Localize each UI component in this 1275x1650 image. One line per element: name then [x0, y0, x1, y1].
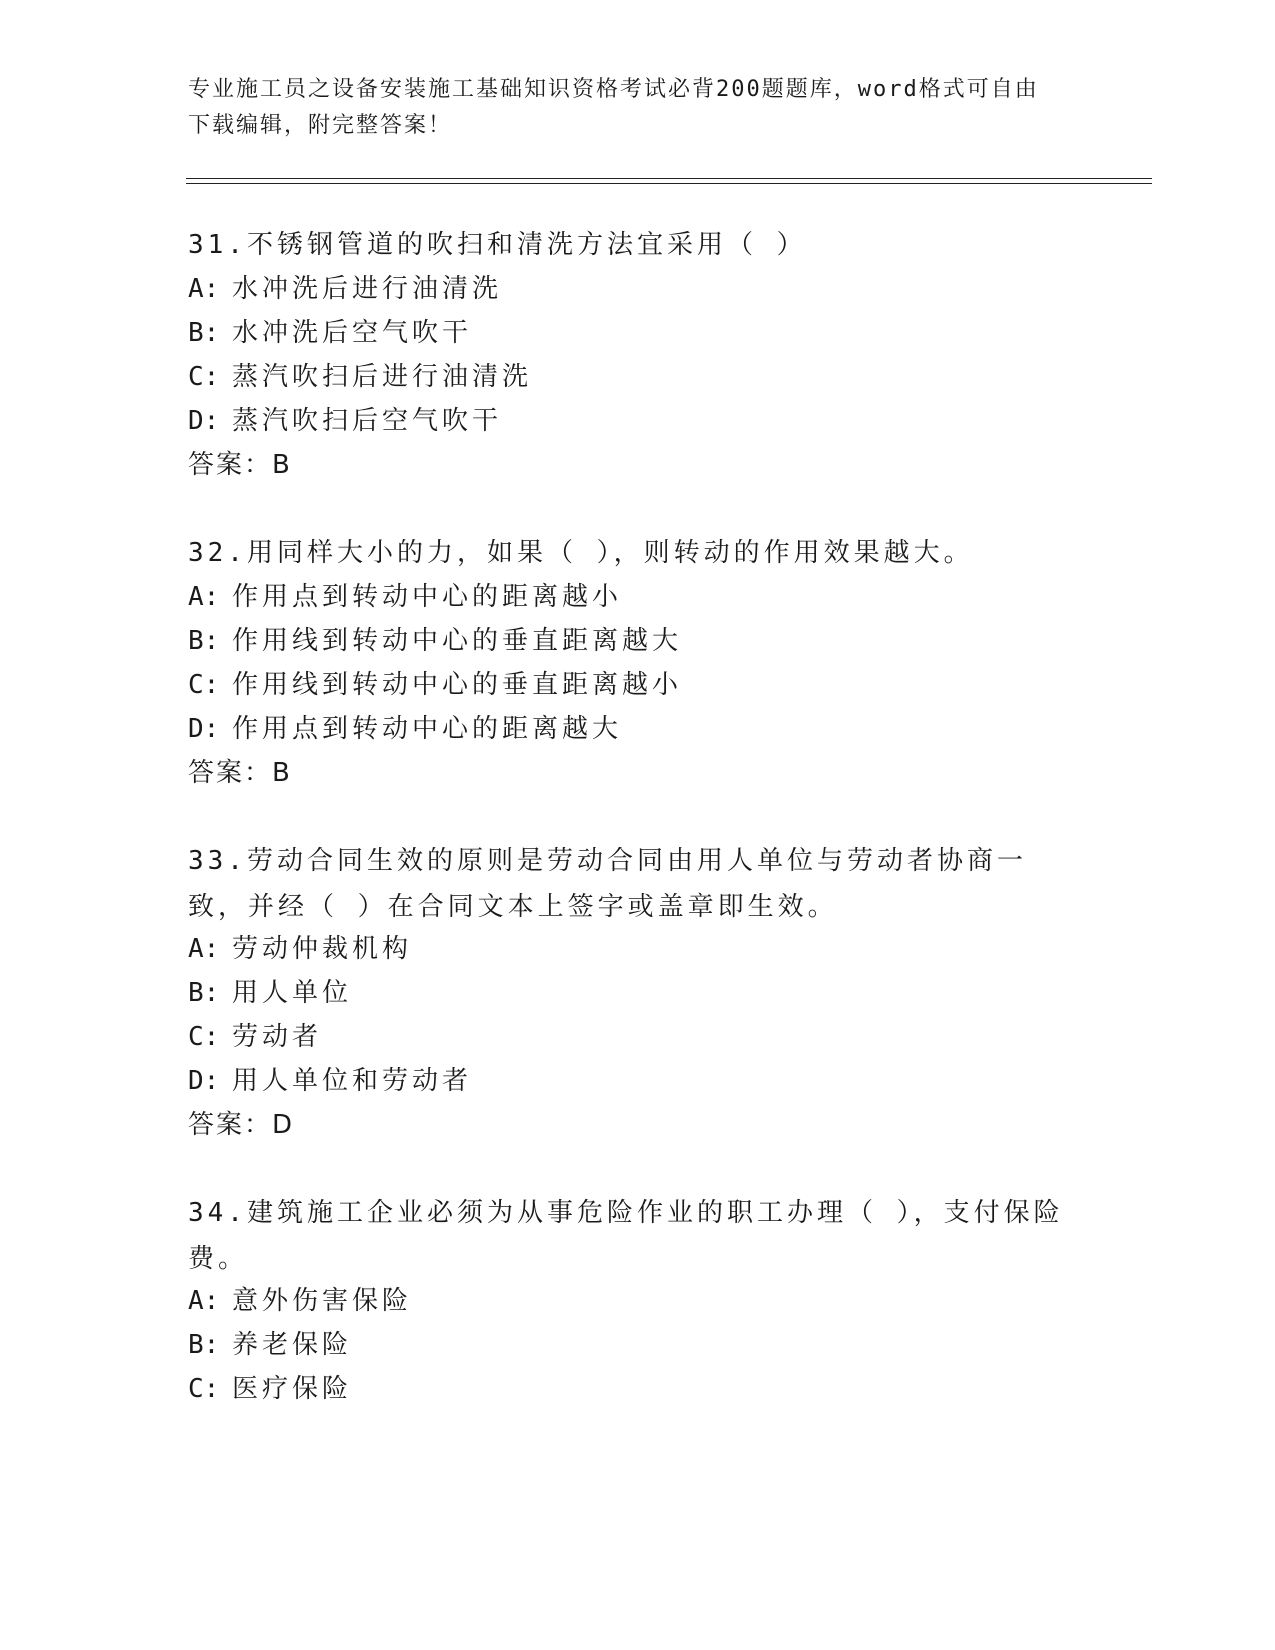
option-text: 作用点到转动中心的距离越大 — [232, 714, 623, 744]
question-33-option-a — [188, 926, 412, 972]
option-letter: C: — [188, 362, 220, 392]
option-letter: A: — [188, 582, 220, 612]
option-letter: A: — [188, 934, 220, 964]
option-text: 水冲洗后空气吹干 — [232, 318, 473, 348]
option-text: 作用线到转动中心的垂直距离越小 — [232, 670, 683, 700]
option-letter: C: — [188, 1374, 220, 1404]
option-letter: C: — [188, 1022, 220, 1052]
question-32-option-b — [188, 618, 682, 664]
question-33-stem: 33.劳动合同生效的原则是劳动合同由用人单位与劳动者协商一致，并经（ ）在合同文本上签字或盖章即生效。 — [188, 846, 1027, 922]
option-text: 医疗保险 — [232, 1374, 353, 1404]
header-divider-top — [186, 178, 1152, 179]
question-33-option-b — [188, 970, 352, 1016]
option-text: 作用点到转动中心的距离越小 — [232, 582, 623, 612]
question-32-option-d — [188, 706, 622, 752]
option-text: 劳动仲裁机构 — [232, 934, 413, 964]
question-34-stem: 34.建筑施工企业必须为从事危险作业的职工办理（ ），支付保险费。 — [188, 1198, 1064, 1274]
question-34-option-a — [188, 1278, 412, 1324]
question-32-answer: 答案：B — [188, 758, 292, 788]
option-text: 养老保险 — [232, 1330, 353, 1360]
option-text: 用人单位和劳动者 — [232, 1066, 473, 1096]
option-letter: B: — [188, 978, 220, 1008]
question-31-option-d — [188, 398, 502, 444]
option-letter: B: — [188, 318, 220, 348]
question-33-answer: 答案：D — [188, 1110, 295, 1140]
option-letter: D: — [188, 406, 220, 436]
question-33-option-c — [188, 1014, 322, 1060]
question-31-option-c — [188, 354, 532, 400]
option-letter: D: — [188, 1066, 220, 1096]
option-text: 意外伤害保险 — [232, 1286, 413, 1316]
option-letter: D: — [188, 714, 220, 744]
option-letter: B: — [188, 626, 220, 656]
question-34-option-b — [188, 1322, 352, 1368]
header-line-1: 专业施工员之设备安装施工基础知识资格考试必背200题题库，word格式可自由 — [188, 77, 1039, 102]
option-text: 水冲洗后进行油清洗 — [232, 274, 503, 304]
option-text: 蒸汽吹扫后进行油清洗 — [232, 362, 533, 392]
question-32-option-c — [188, 662, 682, 708]
option-letter: A: — [188, 274, 220, 304]
question-31-stem: 31.不锈钢管道的吹扫和清洗方法宜采用（ ） — [188, 230, 807, 260]
question-34-option-c — [188, 1366, 352, 1412]
option-text: 劳动者 — [232, 1022, 323, 1052]
option-text: 作用线到转动中心的垂直距离越大 — [232, 626, 683, 656]
option-letter: A: — [188, 1286, 220, 1316]
header-divider-bottom — [186, 183, 1152, 184]
question-32-option-a — [188, 574, 622, 620]
option-letter: B: — [188, 1330, 220, 1360]
document-header — [188, 72, 1068, 144]
option-text: 用人单位 — [232, 978, 353, 1008]
option-letter: C: — [188, 670, 220, 700]
question-32-stem: 32.用同样大小的力，如果（ ），则转动的作用效果越大。 — [188, 538, 974, 568]
question-31-answer: 答案：B — [188, 450, 292, 480]
header-line-2: 下载编辑，附完整答案！ — [188, 113, 453, 138]
question-31-option-a — [188, 266, 502, 312]
option-text: 蒸汽吹扫后空气吹干 — [232, 406, 503, 436]
question-31-option-b — [188, 310, 472, 356]
question-33-option-d — [188, 1058, 472, 1104]
